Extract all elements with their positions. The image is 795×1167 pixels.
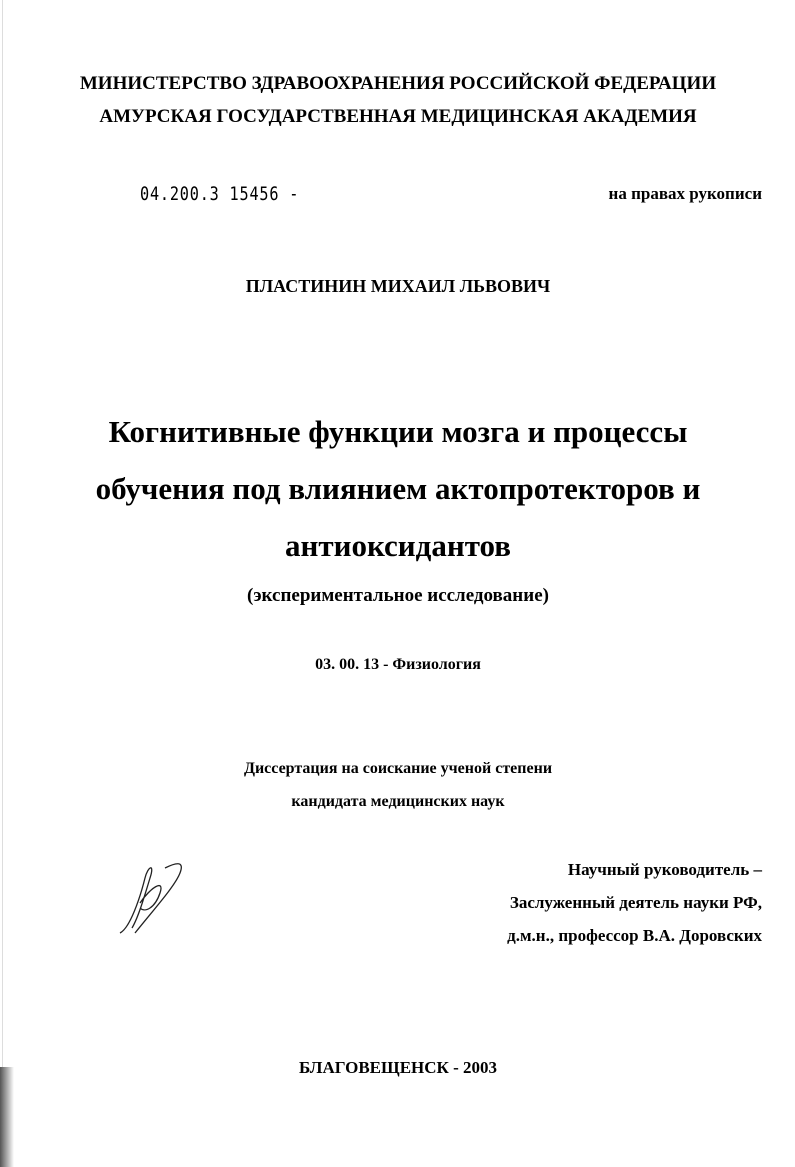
- title-line-2: обучения под влиянием актопротекторов и: [95, 471, 701, 506]
- scan-margin-line: [2, 0, 3, 1167]
- ministry-heading: МИНИСТЕРСТВО ЗДРАВООХРАНЕНИЯ РОССИЙСКОЙ ФЕДЕРАЦИИ: [79, 73, 717, 94]
- title-line-3: антиоксидантов: [285, 528, 511, 563]
- city-year: БЛАГОВЕЩЕНСК - 2003: [298, 1058, 498, 1077]
- degree-line-2: кандидата медицинских наук: [291, 793, 505, 810]
- supervisor-line-2: Заслуженный деятель науки РФ,: [509, 893, 762, 912]
- signature: [110, 858, 200, 938]
- manuscript-note: на правах рукописи: [608, 184, 762, 203]
- degree-line-1: Диссертация на соискание ученой степени: [243, 760, 553, 777]
- supervisor-line-3: д.м.н., профессор В.А. Доровских: [507, 926, 762, 945]
- subtitle: (экспериментальное исследование): [247, 585, 549, 606]
- supervisor-line-1: Научный руководитель –: [567, 860, 762, 879]
- specialty: 03. 00. 13 - Физиология: [315, 656, 481, 673]
- academy-heading: АМУРСКАЯ ГОСУДАРСТВЕННАЯ МЕДИЦИНСКАЯ АКАДЕМИЯ: [99, 106, 697, 127]
- title-line-1: Когнитивные функции мозга и процессы: [108, 414, 688, 449]
- scan-edge-shadow: [0, 1067, 14, 1167]
- author-name: ПЛАСТИНИН МИХАИЛ ЛЬВОВИЧ: [245, 276, 551, 296]
- stamp-number: 04.200.3 15456 -: [140, 183, 300, 205]
